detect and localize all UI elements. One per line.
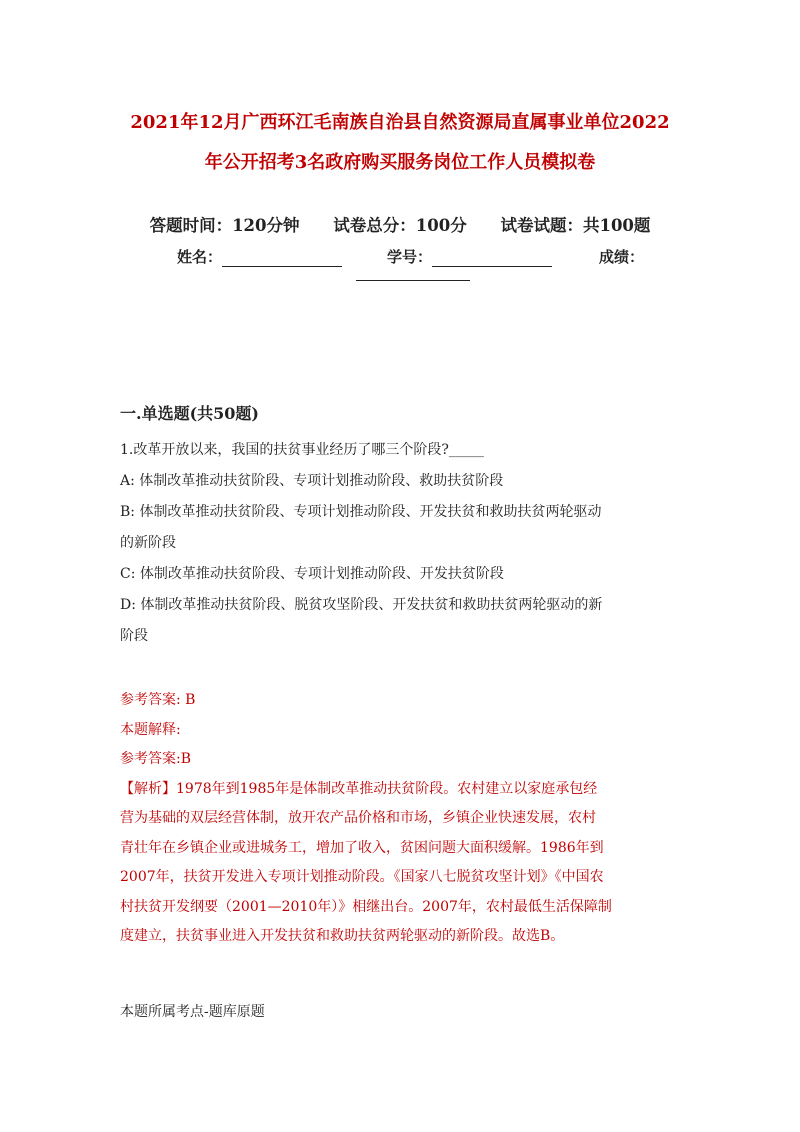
section-title: 一.单选题(共50题) [120,404,259,423]
answer-block [120,686,695,952]
option-d-line-1: D: 体制改革推动扶贫阶段、脱贫攻坚阶段、开发扶贫和救助扶贫两轮驱动的新 [120,597,603,613]
analysis-line: 青壮年在乡镇企业或进城务工，增加了收入，贫困问题大面积缓解。1986年到 [120,839,604,856]
option-c: C: 体制改革推动扶贫阶段、专项计划推动阶段、开发扶贫阶段 [120,566,504,582]
exam-title-line-1: 2021年12月广西环江毛南族自治县自然资源局直属事业单位2022 [130,112,670,133]
option-d-line-2: 阶段 [120,628,148,644]
exam-time: 答题时间：120分钟 [149,216,300,235]
question-stem: 1.改革开放以来，我国的扶贫事业经历了哪三个阶段?_____ [120,442,484,458]
id-label: 学号： [387,248,433,266]
option-a: A: 体制改革推动扶贫阶段、专项计划推动阶段、救助扶贫阶段 [120,473,504,489]
name-field [177,246,342,267]
question-block [120,435,690,652]
option-b-line-1: B: 体制改革推动扶贫阶段、专项计划推动阶段、开发扶贫和救助扶贫两轮驱动 [120,504,602,520]
analysis-line: 2007年，扶贫开发进入专项计划推动阶段。《国家八七脱贫攻坚计划》《中国农 [120,869,604,885]
analysis-line: 度建立，扶贫事业进入开发扶贫和救助扶贫两轮驱动的新阶段。故选B。 [120,928,565,944]
exam-question-count: 试卷试题：共100题 [500,216,651,235]
reference-answer-1: 参考答案: B [120,692,196,708]
score-field [599,246,644,267]
score-label: 成绩： [599,248,645,266]
name-blank [222,250,342,267]
analysis-line: 村扶贫开发纲要（2001—2010年）》相继出台。2007年，农村最低生活保障制 [120,898,612,915]
exam-title-line-2: 年公开招考3名政府购买服务岗位工作人员模拟卷 [204,152,596,173]
exam-total-score: 试卷总分：100分 [333,216,467,235]
analysis-line: 【解析】1978年到1985年是体制改革推动扶贫阶段。农村建立以家庭承包经 [120,780,598,797]
score-blank [356,264,470,281]
question-source: 本题所属考点-题库原题 [120,1004,265,1020]
exam-meta [100,212,700,236]
reference-answer-2: 参考答案:B [120,751,192,767]
explanation-label: 本题解释: [120,721,181,738]
name-label: 姓名： [177,248,223,266]
analysis-line: 营为基础的双层经营体制，放开农产品价格和市场，乡镇企业快速发展，农村 [120,810,596,826]
option-b-line-2: 的新阶段 [120,535,176,551]
